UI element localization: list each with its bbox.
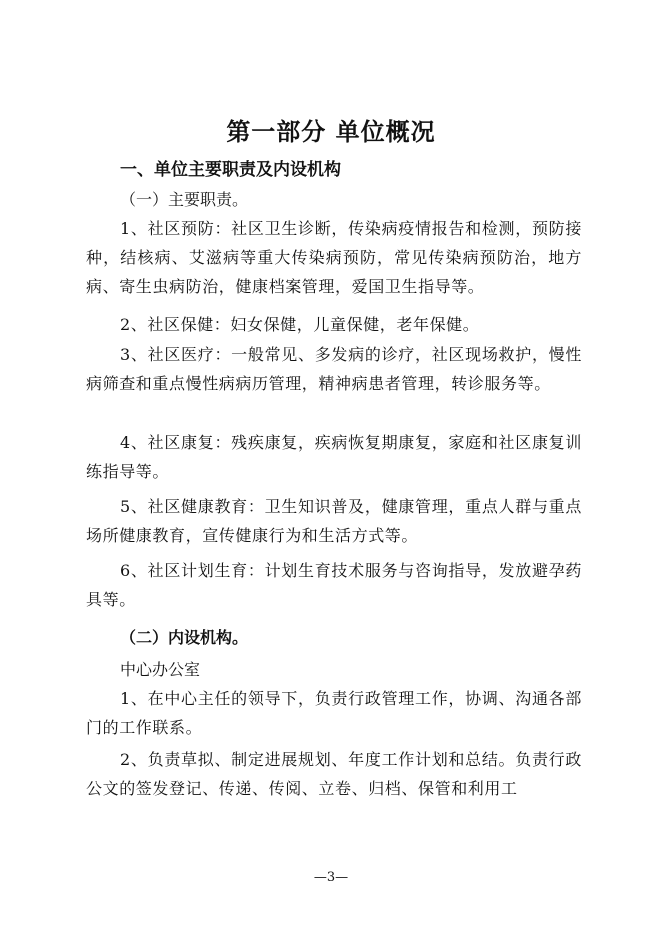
- section-heading: 一、单位主要职责及内设机构: [120, 160, 341, 180]
- duty-paragraph: 6、社区计划生育：计划生育技术服务与咨询指导，发放避孕药具等。: [86, 561, 582, 609]
- sub-heading-internal-departments: （二）内设机构。: [120, 628, 249, 647]
- office-duty-paragraph: 2、负责草拟、制定进展规划、年度工作计划和总结。负责行政公文的签发登记、传递、传阅、立卷、归档、保管和利用工: [86, 750, 582, 798]
- sub-heading-main-duties: （一）主要职责。: [120, 190, 249, 209]
- duty-paragraph: 5、社区健康教育：卫生知识普及，健康管理，重点人群与重点场所健康教育，宣传健康行为和生活方式等。: [86, 497, 582, 545]
- duty-paragraph: 1、社区预防：社区卫生诊断，传染病疫情报告和检测，预防接种，结核病、艾滋病等重大传染病预防，常见传染病预防治，地方病、寄生虫病防治，健康档案管理，爱国卫生指导等。: [86, 219, 582, 296]
- office-name: 中心办公室: [120, 660, 201, 679]
- duty-paragraph: 3、社区医疗：一般常见、多发病的诊疗，社区现场救护，慢性病筛查和重点慢性病病历管理，精神病患者管理，转诊服务等。: [86, 345, 582, 393]
- page-title: 第一部分 单位概况: [226, 117, 436, 146]
- page-number: —3—: [313, 870, 349, 885]
- duty-paragraph: 4、社区康复：残疾康复，疾病恢复期康复，家庭和社区康复训练指导等。: [86, 433, 582, 481]
- duty-paragraph: 2、社区保健：妇女保健，儿童保健，老年保健。: [120, 315, 480, 334]
- office-duty-paragraph: 1、在中心主任的领导下，负责行政管理工作，协调、沟通各部门的工作联系。: [86, 689, 582, 737]
